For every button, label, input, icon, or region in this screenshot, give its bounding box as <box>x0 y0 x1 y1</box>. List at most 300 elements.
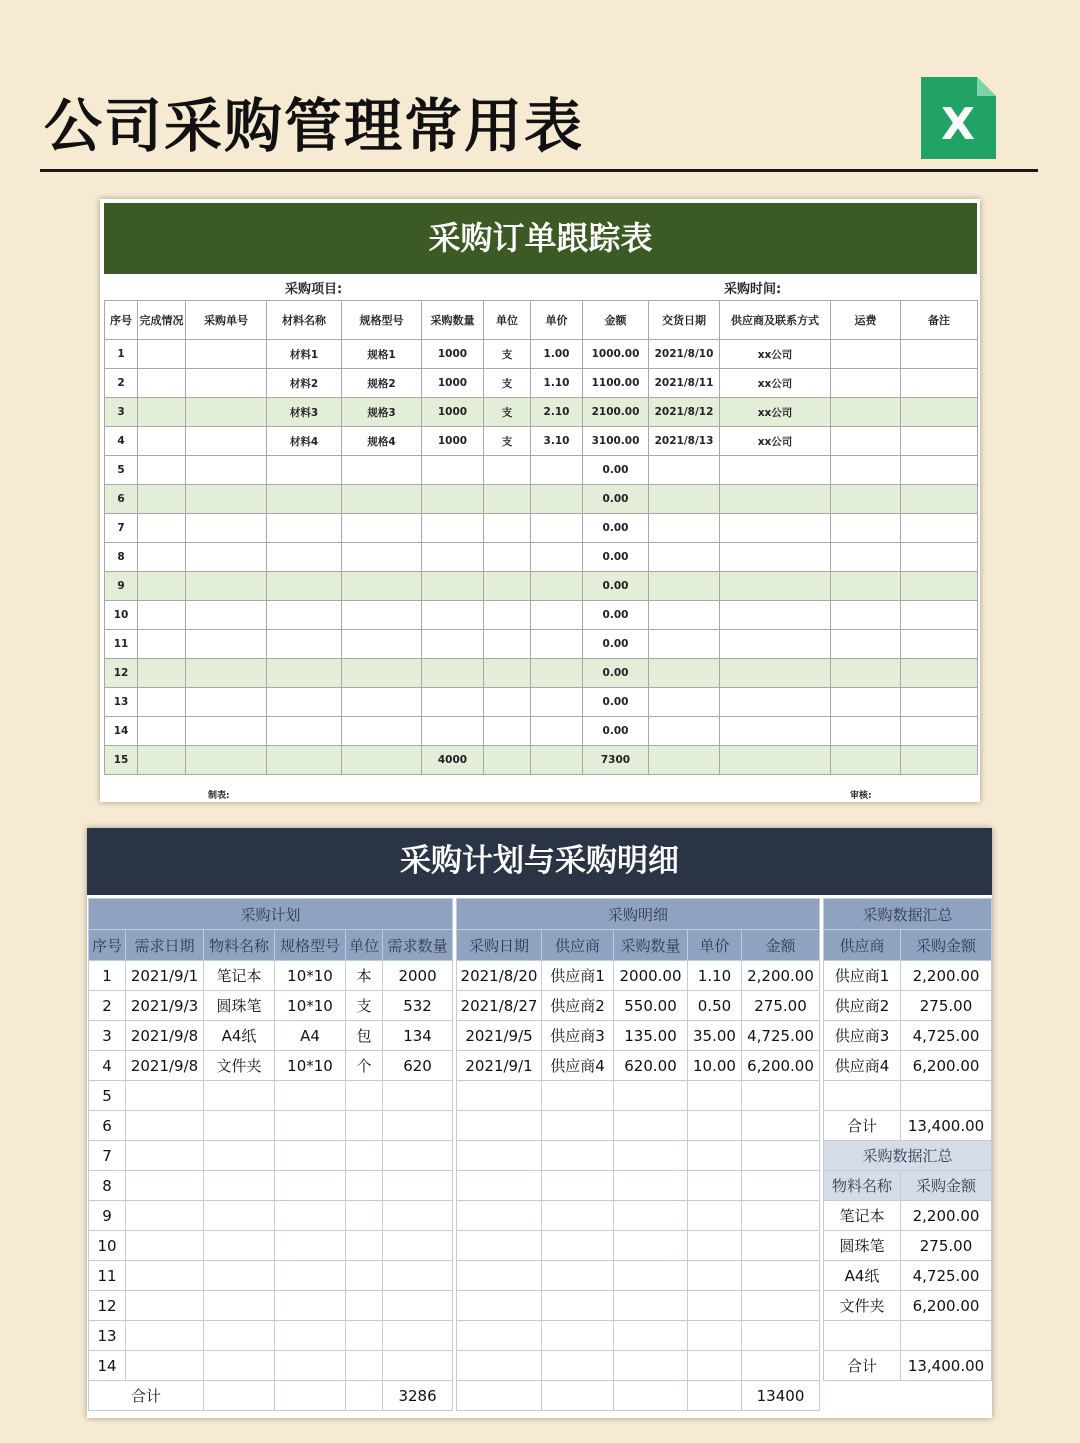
order-col-header: 材料名称 <box>267 301 342 340</box>
plan-cell: 4 <box>89 1051 126 1081</box>
detail-cell <box>457 1291 542 1321</box>
detail-cell: 供应商1 <box>542 961 614 991</box>
summary-col-header: 采购金额 <box>901 930 992 961</box>
plan-table-row <box>89 1081 453 1111</box>
summary-cell: 6,200.00 <box>901 1051 992 1081</box>
order-cell <box>422 659 484 688</box>
detail-cell: 2,200.00 <box>742 961 820 991</box>
order-col-header: 完成情况 <box>138 301 186 340</box>
order-cell <box>720 630 831 659</box>
order-cell <box>342 456 422 485</box>
order-cell <box>342 659 422 688</box>
summary2-cell <box>901 1321 992 1351</box>
order-cell <box>531 688 583 717</box>
detail-cell <box>614 1171 688 1201</box>
plan-col-header: 物料名称 <box>204 930 275 961</box>
order-cell: 0.00 <box>583 485 649 514</box>
summary-cell: 4,725.00 <box>901 1021 992 1051</box>
order-cell <box>649 485 720 514</box>
order-table-row <box>105 369 978 398</box>
order-cell: 2021/8/13 <box>649 427 720 456</box>
order-cell: 2021/8/11 <box>649 369 720 398</box>
order-cell: 0.00 <box>583 601 649 630</box>
detail-cell: 4,725.00 <box>742 1021 820 1051</box>
order-cell <box>138 514 186 543</box>
plan-cell <box>346 1351 383 1381</box>
order-cell <box>138 688 186 717</box>
detail-cell <box>688 1171 742 1201</box>
detail-col-header: 金额 <box>742 930 820 961</box>
order-cell <box>649 456 720 485</box>
order-cell <box>186 485 267 514</box>
summary2-total-row <box>824 1351 992 1381</box>
plan-cell <box>383 1171 453 1201</box>
detail-cell: 供应商2 <box>542 991 614 1021</box>
plan-cell: 3 <box>89 1021 126 1051</box>
detail-cell: 0.50 <box>688 991 742 1021</box>
plan-cell <box>126 1291 204 1321</box>
plan-cell: 2 <box>89 991 126 1021</box>
order-cell <box>138 456 186 485</box>
summary-cell <box>824 1081 901 1111</box>
order-cell <box>831 717 901 746</box>
plan-cell <box>204 1171 275 1201</box>
order-cell <box>831 398 901 427</box>
order-cell <box>649 630 720 659</box>
order-cell <box>484 543 531 572</box>
plan-cell <box>126 1111 204 1141</box>
summary2-cell: 笔记本 <box>824 1201 901 1231</box>
detail-cell <box>742 1171 820 1201</box>
summary2-cell: 275.00 <box>901 1231 992 1261</box>
detail-cell: 620.00 <box>614 1051 688 1081</box>
order-cell <box>831 601 901 630</box>
order-cell <box>484 514 531 543</box>
order-table-row <box>105 485 978 514</box>
order-cell: 1000 <box>422 340 484 369</box>
plan-total-label: 合计 <box>89 1381 204 1411</box>
plan-cell <box>126 1321 204 1351</box>
order-cell <box>720 601 831 630</box>
plan-cell: A4 <box>275 1021 346 1051</box>
order-cell: 规格2 <box>342 369 422 398</box>
order-cell: xx公司 <box>720 398 831 427</box>
summary2-row <box>824 1291 992 1321</box>
detail-cell <box>542 1261 614 1291</box>
order-cell <box>901 456 978 485</box>
detail-col-header: 采购日期 <box>457 930 542 961</box>
plan-cell <box>204 1261 275 1291</box>
order-cell: 0.00 <box>583 543 649 572</box>
order-cell: 15 <box>105 746 138 775</box>
order-cell <box>531 601 583 630</box>
order-cell: 支 <box>484 369 531 398</box>
plan-cell: 620 <box>383 1051 453 1081</box>
order-cell <box>186 572 267 601</box>
order-col-header: 供应商及联系方式 <box>720 301 831 340</box>
title-divider <box>40 169 1038 172</box>
order-cell <box>901 398 978 427</box>
purchase-plan-table <box>88 898 453 1411</box>
order-cell <box>138 717 186 746</box>
detail-cell: 6,200.00 <box>742 1051 820 1081</box>
plan-cell: 12 <box>89 1291 126 1321</box>
order-cell: 1100.00 <box>583 369 649 398</box>
order-cell <box>422 630 484 659</box>
plan-cell <box>126 1171 204 1201</box>
order-cell <box>186 688 267 717</box>
plan-cell: 包 <box>346 1021 383 1051</box>
order-cell <box>138 543 186 572</box>
order-cell <box>484 659 531 688</box>
order-cell <box>186 746 267 775</box>
detail-cell <box>614 1291 688 1321</box>
detail-cell: 2021/8/20 <box>457 961 542 991</box>
detail-cell: 1.10 <box>688 961 742 991</box>
plan-table-row <box>89 1171 453 1201</box>
plan-cell: 7 <box>89 1141 126 1171</box>
order-cell: 规格1 <box>342 340 422 369</box>
detail-cell <box>457 1321 542 1351</box>
order-cell <box>649 601 720 630</box>
detail-cell <box>742 1201 820 1231</box>
order-table-row <box>105 659 978 688</box>
summary-cell: 275.00 <box>901 991 992 1021</box>
plan-cell <box>346 1141 383 1171</box>
order-cell <box>138 427 186 456</box>
summary2-title: 采购数据汇总 <box>824 1141 992 1171</box>
order-cell <box>267 630 342 659</box>
detail-cell <box>688 1141 742 1171</box>
order-col-header: 采购单号 <box>186 301 267 340</box>
plan-cell: 2021/9/1 <box>126 961 204 991</box>
plan-cell <box>346 1081 383 1111</box>
order-cell: 3 <box>105 398 138 427</box>
order-cell: 1000 <box>422 427 484 456</box>
order-cell <box>138 369 186 398</box>
excel-icon-letter: X <box>941 99 975 150</box>
order-cell: 1 <box>105 340 138 369</box>
detail-cell <box>457 1171 542 1201</box>
plan-cell <box>383 1261 453 1291</box>
plan-cell <box>204 1231 275 1261</box>
detail-cell <box>742 1111 820 1141</box>
order-cell: 8 <box>105 543 138 572</box>
order-cell <box>422 572 484 601</box>
order-cell <box>901 688 978 717</box>
detail-cell: 供应商3 <box>542 1021 614 1051</box>
order-cell <box>138 485 186 514</box>
plan-cell <box>275 1111 346 1141</box>
order-cell: 0.00 <box>583 659 649 688</box>
detail-cell: 35.00 <box>688 1021 742 1051</box>
order-cell <box>422 717 484 746</box>
detail-cell <box>614 1381 688 1411</box>
order-cell: 0.00 <box>583 630 649 659</box>
summary-row <box>824 1021 992 1051</box>
plan-cell: 2021/9/3 <box>126 991 204 1021</box>
order-col-header: 序号 <box>105 301 138 340</box>
order-sheet-banner: 采购订单跟踪表 <box>104 203 977 274</box>
plan-cell <box>126 1351 204 1381</box>
order-cell <box>531 543 583 572</box>
plan-table-row <box>89 1111 453 1141</box>
order-cell <box>186 514 267 543</box>
order-table-row <box>105 456 978 485</box>
summary-row <box>824 961 992 991</box>
detail-col-header: 采购数量 <box>614 930 688 961</box>
plan-cell: 5 <box>89 1081 126 1111</box>
order-table-row <box>105 601 978 630</box>
order-cell <box>901 485 978 514</box>
plan-col-header: 单位 <box>346 930 383 961</box>
purchase-time-label: 采购时间: <box>724 282 782 297</box>
detail-cell <box>542 1231 614 1261</box>
plan-table-row <box>89 1351 453 1381</box>
summary2-row <box>824 1201 992 1231</box>
order-cell <box>342 746 422 775</box>
plan-cell: 2000 <box>383 961 453 991</box>
order-cell <box>422 688 484 717</box>
plan-cell: 笔记本 <box>204 961 275 991</box>
order-col-header: 金额 <box>583 301 649 340</box>
detail-col-header: 单价 <box>688 930 742 961</box>
plan-cell <box>346 1291 383 1321</box>
plan-cell <box>204 1081 275 1111</box>
plan-cell <box>275 1291 346 1321</box>
plan-cell <box>204 1321 275 1351</box>
order-cell: 4 <box>105 427 138 456</box>
summary-row <box>824 1051 992 1081</box>
summary-cell: 供应商4 <box>824 1051 901 1081</box>
detail-cell <box>457 1201 542 1231</box>
order-cell: 12 <box>105 659 138 688</box>
summary-cell: 供应商2 <box>824 991 901 1021</box>
plan-cell <box>275 1171 346 1201</box>
plan-cell: 9 <box>89 1201 126 1231</box>
order-cell <box>531 572 583 601</box>
order-cell <box>649 688 720 717</box>
detail-table-row <box>457 1351 820 1381</box>
summary2-row <box>824 1321 992 1351</box>
detail-total-row <box>457 1381 820 1411</box>
summary-cell <box>901 1081 992 1111</box>
detail-cell <box>742 1081 820 1111</box>
order-cell <box>484 717 531 746</box>
summary2-header-row <box>824 1171 992 1201</box>
summary-col-header: 供应商 <box>824 930 901 961</box>
order-cell: 支 <box>484 398 531 427</box>
order-cell <box>720 746 831 775</box>
plan-cell <box>275 1381 346 1411</box>
order-cell <box>720 717 831 746</box>
plan-cell: 10*10 <box>275 991 346 1021</box>
order-cell: 11 <box>105 630 138 659</box>
plan-table-row <box>89 1021 453 1051</box>
order-cell: 材料3 <box>267 398 342 427</box>
order-cell <box>484 688 531 717</box>
order-cell: 支 <box>484 427 531 456</box>
plan-cell <box>204 1381 275 1411</box>
plan-cell: 2021/9/8 <box>126 1051 204 1081</box>
page-title: 公司采购管理常用表 <box>44 92 585 160</box>
summary-row <box>824 991 992 1021</box>
order-cell <box>138 398 186 427</box>
detail-cell <box>742 1231 820 1261</box>
detail-cell: 550.00 <box>614 991 688 1021</box>
order-cell: 9 <box>105 572 138 601</box>
order-table-row <box>105 543 978 572</box>
order-cell <box>720 688 831 717</box>
order-cell <box>531 456 583 485</box>
order-cell <box>422 485 484 514</box>
order-cell: 2 <box>105 369 138 398</box>
order-cell <box>649 514 720 543</box>
order-cell <box>422 601 484 630</box>
plan-title: 采购计划 <box>89 899 453 930</box>
order-cell <box>901 340 978 369</box>
plan-cell <box>126 1141 204 1171</box>
detail-cell: 135.00 <box>614 1021 688 1051</box>
order-cell <box>831 572 901 601</box>
order-cell <box>831 659 901 688</box>
order-tracking-sheet <box>100 199 980 802</box>
detail-cell <box>457 1261 542 1291</box>
order-cell <box>186 601 267 630</box>
plan-cell: 个 <box>346 1051 383 1081</box>
plan-cell <box>275 1351 346 1381</box>
order-cell <box>186 398 267 427</box>
plan-cell <box>346 1171 383 1201</box>
detail-cell <box>614 1141 688 1171</box>
order-cell: 材料4 <box>267 427 342 456</box>
order-cell <box>342 601 422 630</box>
maker-label: 制表: <box>208 791 230 801</box>
detail-cell <box>614 1321 688 1351</box>
order-cell <box>342 514 422 543</box>
summary2-col-header: 采购金额 <box>901 1171 992 1201</box>
order-cell <box>901 717 978 746</box>
plan-cell: 本 <box>346 961 383 991</box>
order-cell <box>531 630 583 659</box>
order-cell: 0.00 <box>583 688 649 717</box>
plan-detail-sheet <box>87 828 992 1418</box>
plan-table-row <box>89 1261 453 1291</box>
order-cell <box>186 427 267 456</box>
detail-table-row <box>457 991 820 1021</box>
order-cell <box>267 717 342 746</box>
order-cell <box>267 746 342 775</box>
detail-col-header: 供应商 <box>542 930 614 961</box>
detail-cell <box>614 1201 688 1231</box>
summary2-row <box>824 1231 992 1261</box>
plan-table-row <box>89 991 453 1021</box>
plan-total-value: 3286 <box>383 1381 453 1411</box>
detail-cell <box>457 1141 542 1171</box>
order-table-row <box>105 572 978 601</box>
plan-cell <box>383 1081 453 1111</box>
order-cell <box>267 543 342 572</box>
order-cell: 0.00 <box>583 572 649 601</box>
plan-cell: 圆珠笔 <box>204 991 275 1021</box>
order-cell <box>901 630 978 659</box>
order-cell: 材料2 <box>267 369 342 398</box>
detail-cell <box>688 1201 742 1231</box>
order-cell <box>649 543 720 572</box>
plan-cell: 532 <box>383 991 453 1021</box>
plan-cell <box>383 1321 453 1351</box>
order-cell <box>531 514 583 543</box>
order-cell: 0.00 <box>583 717 649 746</box>
order-cell <box>138 601 186 630</box>
order-cell <box>342 485 422 514</box>
plan-cell: 支 <box>346 991 383 1021</box>
order-cell: 1000 <box>422 398 484 427</box>
detail-table-row <box>457 1201 820 1231</box>
plan-table-row <box>89 1321 453 1351</box>
plan-cell: A4纸 <box>204 1021 275 1051</box>
order-cell <box>720 514 831 543</box>
order-table-row <box>105 717 978 746</box>
detail-table-row <box>457 1141 820 1171</box>
plan-col-header: 规格型号 <box>275 930 346 961</box>
detail-cell <box>542 1141 614 1171</box>
order-cell <box>901 514 978 543</box>
plan-cell: 134 <box>383 1021 453 1051</box>
order-cell: 3100.00 <box>583 427 649 456</box>
order-cell <box>484 456 531 485</box>
plan-table-row <box>89 961 453 991</box>
order-cell: 0.00 <box>583 514 649 543</box>
order-cell <box>342 572 422 601</box>
order-cell <box>138 340 186 369</box>
detail-cell <box>742 1291 820 1321</box>
detail-table-row <box>457 1051 820 1081</box>
plan-cell <box>383 1291 453 1321</box>
order-cell <box>267 659 342 688</box>
plan-cell: 2021/9/8 <box>126 1021 204 1051</box>
order-cell: xx公司 <box>720 369 831 398</box>
order-cell: 2100.00 <box>583 398 649 427</box>
order-cell <box>531 717 583 746</box>
order-cell <box>831 746 901 775</box>
order-cell <box>901 572 978 601</box>
order-cell <box>831 427 901 456</box>
detail-table-row <box>457 1261 820 1291</box>
detail-cell <box>688 1351 742 1381</box>
plan-cell <box>275 1231 346 1261</box>
order-cell <box>649 572 720 601</box>
plan-cell <box>346 1231 383 1261</box>
order-cell <box>267 572 342 601</box>
summary2-cell <box>824 1321 901 1351</box>
detail-cell: 2000.00 <box>614 961 688 991</box>
plan-cell <box>383 1141 453 1171</box>
detail-cell: 10.00 <box>688 1051 742 1081</box>
summary2-cell: 圆珠笔 <box>824 1231 901 1261</box>
plan-cell <box>383 1231 453 1261</box>
order-cell: 10 <box>105 601 138 630</box>
detail-cell <box>742 1261 820 1291</box>
summary2-cell: 4,725.00 <box>901 1261 992 1291</box>
detail-table-row <box>457 1171 820 1201</box>
order-cell <box>831 485 901 514</box>
detail-cell <box>688 1381 742 1411</box>
detail-cell <box>688 1231 742 1261</box>
plan-cell: 10*10 <box>275 961 346 991</box>
order-cell <box>267 601 342 630</box>
detail-total-value: 13400 <box>742 1381 820 1411</box>
